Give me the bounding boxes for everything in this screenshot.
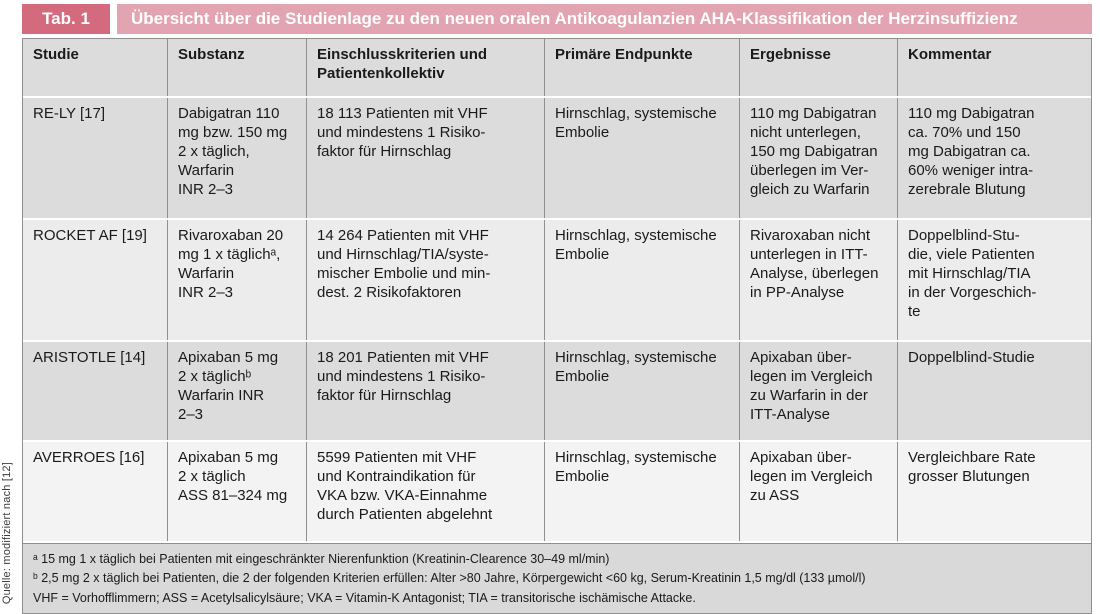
cell-results: Rivaroxaban nicht unterlegen in ITT- Analyse, überlegen in PP-Analyse xyxy=(740,220,898,340)
column-header-substanz: Substanz xyxy=(168,39,307,96)
cell-substance: Dabigatran 110 mg bzw. 150 mg 2 x täglich, Warfarin INR 2–3 xyxy=(168,98,307,218)
cell-comment: 110 mg Dabigatran ca. 70% und 150 mg Dabigatran ca. 60% weniger intra- zerebrale Blutung xyxy=(898,98,1091,218)
cell-study-name: ROCKET AF [19] xyxy=(23,220,168,340)
cell-primary-endpoints: Hirnschlag, systemische Embolie xyxy=(545,98,740,218)
cell-primary-endpoints: Hirnschlag, systemische Embolie xyxy=(545,442,740,541)
cell-inclusion-criteria: 5599 Patienten mit VHF und Kontraindikation für VKA bzw. VKA-Einnahme durch Patienten abgelehnt xyxy=(307,442,545,541)
table-titlebar xyxy=(22,4,1092,34)
column-header-ergebnisse: Ergebnisse xyxy=(740,39,898,96)
cell-substance: Rivaroxaban 20 mg 1 x täglichᵃ, Warfarin INR 2–3 xyxy=(168,220,307,340)
cell-comment: Doppelblind-Stu- die, viele Patienten mit Hirnschlag/TIA in der Vorgeschich- te xyxy=(898,220,1091,340)
cell-comment: Doppelblind-Studie xyxy=(898,342,1091,440)
cell-results: 110 mg Dabigatran nicht unterlegen, 150 mg Dabigatran überlegen im Ver- gleich zu Warfarin xyxy=(740,98,898,218)
table-row-rely xyxy=(23,98,1091,220)
cell-primary-endpoints: Hirnschlag, systemische Embolie xyxy=(545,220,740,340)
cell-results: Apixaban über- legen im Vergleich zu Warfarin in der ITT-Analyse xyxy=(740,342,898,440)
cell-study-name: RE-LY [17] xyxy=(23,98,168,218)
cell-inclusion-criteria: 14 264 Patienten mit VHF und Hirnschlag/TIA/syste- mischer Embolie und min- dest. 2 Risikofaktoren xyxy=(307,220,545,340)
column-header-kommentar: Kommentar xyxy=(898,39,1091,96)
cell-study-name: AVERROES [16] xyxy=(23,442,168,541)
cell-study-name: ARISTOTLE [14] xyxy=(23,342,168,440)
table-row-averroes xyxy=(23,442,1091,543)
titlebar-spacer xyxy=(110,4,117,34)
table-number-badge: Tab. 1 xyxy=(22,4,110,34)
table-title: Übersicht über die Studienlage zu den neuen oralen Antikoagulanzien AHA-Klassifikation der Herzinsuffizienz xyxy=(117,4,1092,34)
study-overview-table xyxy=(22,38,1092,614)
cell-substance: Apixaban 5 mg 2 x täglichᵇ Warfarin INR 2–3 xyxy=(168,342,307,440)
table-footnotes xyxy=(23,543,1091,613)
cell-inclusion-criteria: 18 113 Patienten mit VHF und mindestens 1 Risiko- faktor für Hirnschlag xyxy=(307,98,545,218)
table-header-row xyxy=(23,39,1091,98)
cell-results: Apixaban über- legen im Vergleich zu ASS xyxy=(740,442,898,541)
cell-substance: Apixaban 5 mg 2 x täglich ASS 81–324 mg xyxy=(168,442,307,541)
table-row-rocket-af xyxy=(23,220,1091,342)
cell-comment: Vergleichbare Rate grosser Blutungen xyxy=(898,442,1091,541)
column-header-endpunkte: Primäre Endpunkte xyxy=(545,39,740,96)
cell-inclusion-criteria: 18 201 Patienten mit VHF und mindestens 1 Risiko- faktor für Hirnschlag xyxy=(307,342,545,440)
source-citation-label: Quelle: modifiziert nach [12] xyxy=(1,461,13,604)
table-row-aristotle xyxy=(23,342,1091,442)
column-header-einschlusskriterien: Einschlusskriterien und Patientenkollektiv xyxy=(307,39,545,96)
footnote-b: ᵇ 2,5 mg 2 x täglich bei Patienten, die 2 der folgenden Kriterien erfüllen: Alter >80 Jahre, Körpergewicht <60 kg, Serum-Kreatinin 1,5 mg/dl (133 µmol/l) xyxy=(33,571,866,586)
footnote-a: ᵃ 15 mg 1 x täglich bei Patienten mit eingeschränkter Nierenfunktion (Kreatinin-Clearence 30–49 ml/min) xyxy=(33,552,610,566)
table-figure xyxy=(22,4,1092,614)
abbreviations-note: VHF = Vorhofflimmern; ASS = Acetylsalicylsäure; VKA = Vitamin-K Antagonist; TIA = transitorische ischämische Attacke. xyxy=(33,590,696,605)
column-header-studie: Studie xyxy=(23,39,168,96)
cell-primary-endpoints: Hirnschlag, systemische Embolie xyxy=(545,342,740,440)
